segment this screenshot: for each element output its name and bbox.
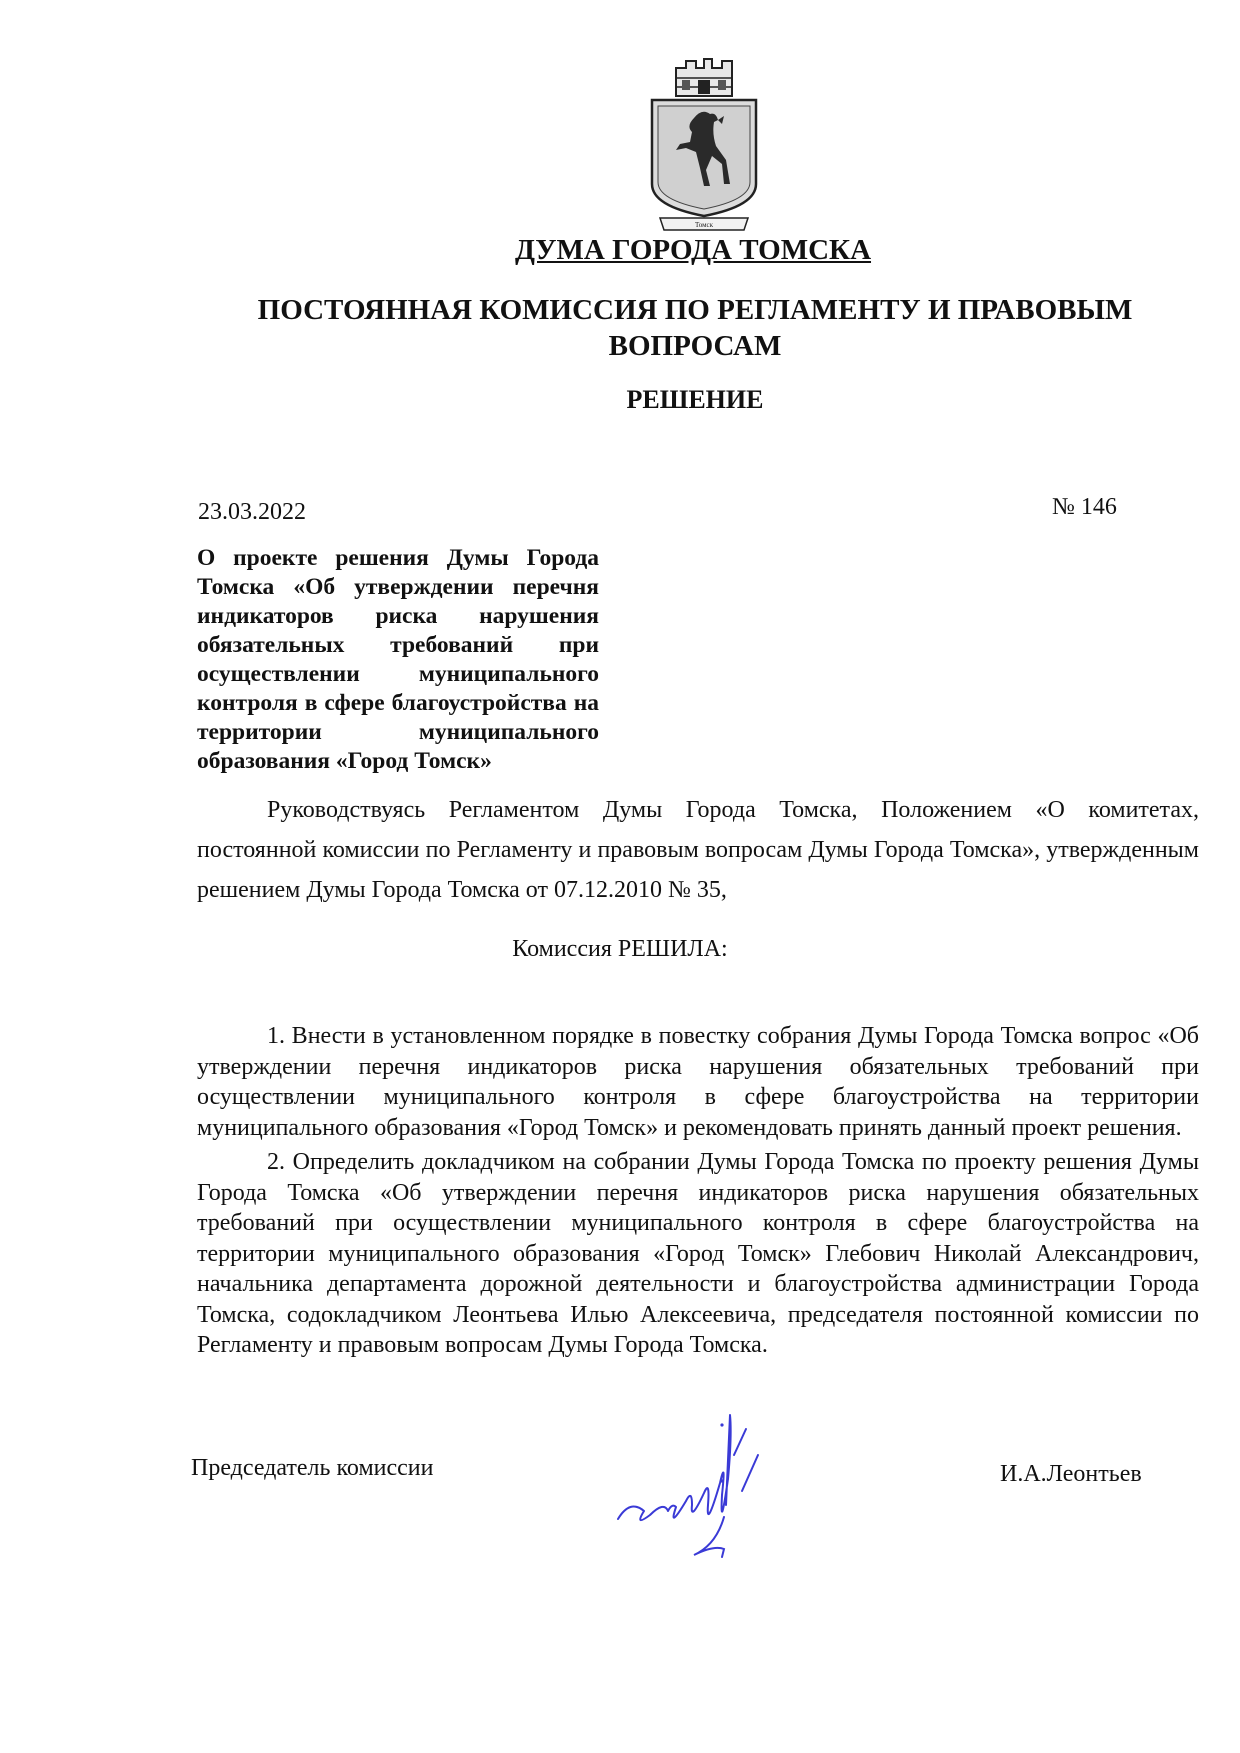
decision-points [197,1021,1199,1365]
coat-of-arms-motto: Томск [694,221,714,229]
coat-of-arms-icon [646,56,762,236]
document-type-title: РЕШЕНИЕ [626,385,764,414]
document-subject: О проекте решения Думы Города Томска «Об утверждении перечня индикаторов риска нарушения обязательных требований при осуществлении муниципального контроля в сфере благоустройства на территории муниципального образования «Город Томск» [197,545,599,774]
decision-point-1: 1. Внести в установленном порядке в повестку собрания Думы Города Томска вопрос «Об утверждении перечня индикаторов риска нарушения обязательных требований при осуществлении муниципального контроля в сфере благоустройства на территории муниципального образования «Город Томск» и рекомендовать принять данный проект решения. [197,1023,1199,1141]
signatory-position: Председатель комиссии [191,1455,434,1481]
decision-point-2: 2. Определить докладчиком на собрании Думы Города Томска по проекту решения Думы Города Томска «Об утверждении перечня индикаторов риска нарушения обязательных требований при осуществлении муниципального контроля в сфере благоустройства на территории муниципального образования «Город Томск» Глебович Николай Александрович, начальника департамента дорожной деятельности и благоустройства администрации Города Томска, содокладчиком Леонтьева Илью Алексеевича, председателя постоянной комиссии по Регламенту и правовым вопросам Думы Города Томска. [197,1149,1199,1358]
signatory-name: И.А.Леонтьев [1000,1461,1142,1487]
committee-title: ПОСТОЯННАЯ КОМИССИЯ ПО РЕГЛАМЕНТУ И ПРАВОВЫМ ВОПРОСАМ [257,294,1133,362]
handwritten-signature-icon [610,1395,840,1565]
preamble-paragraph: Руководствуясь Регламентом Думы Города Томска, Положением «О комитетах, постоянной комиссии по Регламенту и правовым вопросам Думы Города Томска», утвержденным решением Думы Города Томска от 07.12.2010 № 35, [197,797,1199,903]
organization-title: ДУМА ГОРОДА ТОМСКА [514,234,872,266]
document-date: 23.03.2022 [198,499,306,525]
resolved-heading: Комиссия РЕШИЛА: [512,936,728,962]
document-number: № 146 [1052,494,1117,520]
